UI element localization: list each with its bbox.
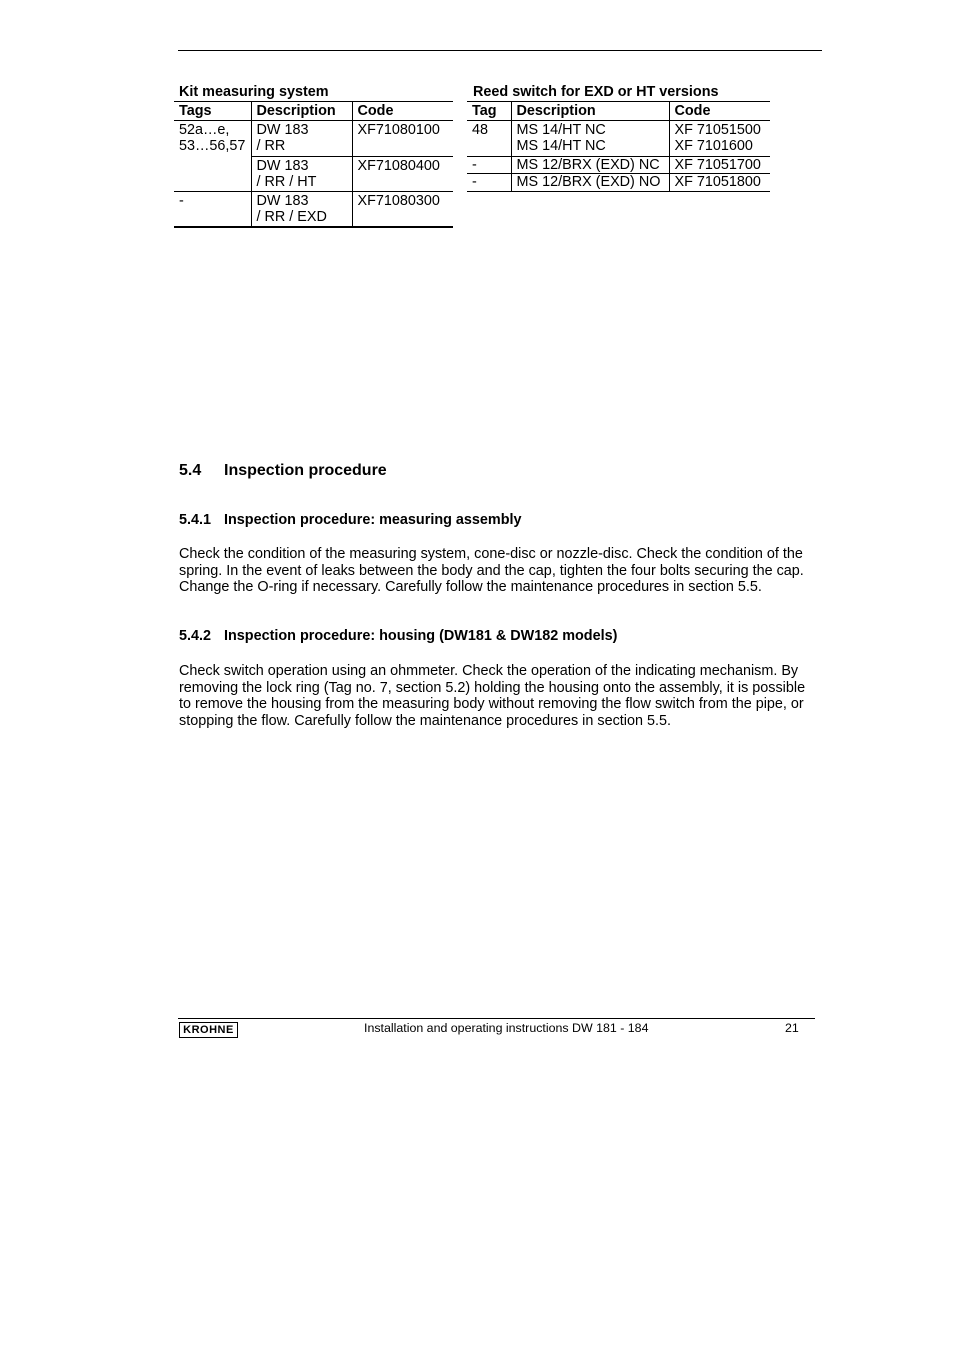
paragraph-line: Check switch operation using an ohmmeter. Check the operation of the indicating mechanism. By xyxy=(179,663,799,679)
header-description: Description xyxy=(511,102,669,121)
cell-tag: - xyxy=(467,174,511,192)
paragraph-housing xyxy=(179,663,805,729)
paragraph-line: Check the condition of the measuring system, cone-disc or nozzle-disc. Check the condition of the xyxy=(179,546,803,562)
section-title: Inspection procedure: housing (DW181 & DW182 models) xyxy=(224,628,618,644)
footer-rule xyxy=(178,1018,815,1019)
cell-line: 53…56,57 xyxy=(179,138,246,154)
cell-line: XF 71051500 xyxy=(674,121,761,138)
header-code: Code xyxy=(669,102,770,121)
header-tag: Tag xyxy=(467,102,511,121)
section-heading-5-4-1 xyxy=(179,512,522,529)
table-header-row xyxy=(174,102,453,121)
cell-description xyxy=(251,120,352,156)
logo-text: KROHNE xyxy=(183,1024,234,1036)
footer-document-title: Installation and operating instructions DW 181 - 184 xyxy=(364,1021,649,1035)
table-row xyxy=(467,156,770,174)
cell-code: XF71080400 xyxy=(352,156,453,191)
paragraph-line: stopping the flow. Carefully follow the maintenance procedures in section 5.5. xyxy=(179,712,671,729)
cell-line: / RR / EXD xyxy=(256,209,327,225)
kit-table-caption: Kit measuring system xyxy=(179,84,329,100)
cell-line: DW 183 xyxy=(256,192,309,209)
cell-line: / RR xyxy=(256,138,286,154)
cell-description: MS 12/BRX (EXD) NO xyxy=(511,174,669,192)
header-tags: Tags xyxy=(174,102,251,121)
paragraph-line: Change the O-ring if necessary. Carefully follow the maintenance procedures in section 5.5. xyxy=(179,579,762,596)
header-description: Description xyxy=(251,102,352,121)
table-row xyxy=(467,120,770,156)
paragraph-line: removing the lock ring (Tag no. 7, section 5.2) holding the housing onto the assembly, it is possible xyxy=(179,679,806,696)
cell-description xyxy=(251,156,352,191)
paragraph-line: to remove the housing from the measuring body without removing the flow switch from the pipe, or xyxy=(179,696,804,713)
paragraph-measuring-assembly xyxy=(179,546,804,596)
cell-line: DW 183 xyxy=(256,157,309,174)
cell-description: MS 12/BRX (EXD) NC xyxy=(511,156,669,174)
cell-line: MS 14/HT NC xyxy=(516,121,606,138)
cell-code xyxy=(669,120,770,156)
cell-code: XF 71051800 xyxy=(669,174,770,192)
section-number: 5.4.1 xyxy=(179,512,212,528)
header-code: Code xyxy=(352,102,453,121)
table-row xyxy=(174,191,453,227)
cell-code: XF 71051700 xyxy=(669,156,770,174)
header-rule xyxy=(178,50,822,51)
table-row xyxy=(174,120,453,156)
table-header-row xyxy=(467,102,770,121)
cell-line: DW 183 xyxy=(256,121,309,138)
cell-code: XF71080100 xyxy=(352,120,453,156)
table-row xyxy=(467,174,770,192)
paragraph-line: spring. In the event of leaks between the body and the cap, tighten the four bolts securing the cap. xyxy=(179,562,804,579)
reed-table-caption: Reed switch for EXD or HT versions xyxy=(473,84,719,100)
cell-description xyxy=(251,191,352,227)
cell-tags xyxy=(174,120,251,191)
section-heading-5-4-2 xyxy=(179,628,617,645)
section-number: 5.4 xyxy=(179,462,202,479)
page-number: 21 xyxy=(785,1021,799,1035)
cell-tags: - xyxy=(174,191,251,227)
section-title: Inspection procedure: measuring assembly xyxy=(224,512,522,528)
section-heading-5-4 xyxy=(179,461,387,480)
section-title: Inspection procedure xyxy=(224,462,387,479)
cell-line: XF 7101600 xyxy=(674,138,753,154)
cell-tag: - xyxy=(467,156,511,174)
reed-switch-table xyxy=(467,101,770,192)
cell-description xyxy=(511,120,669,156)
cell-line: / RR / HT xyxy=(256,174,317,190)
section-number: 5.4.2 xyxy=(179,628,212,644)
cell-line: MS 14/HT NC xyxy=(516,138,606,154)
cell-line: 52a…e, xyxy=(179,121,230,138)
kit-measuring-system-table xyxy=(174,101,453,228)
cell-tag: 48 xyxy=(467,120,511,156)
cell-code: XF71080300 xyxy=(352,191,453,227)
krohne-logo xyxy=(179,1022,238,1038)
